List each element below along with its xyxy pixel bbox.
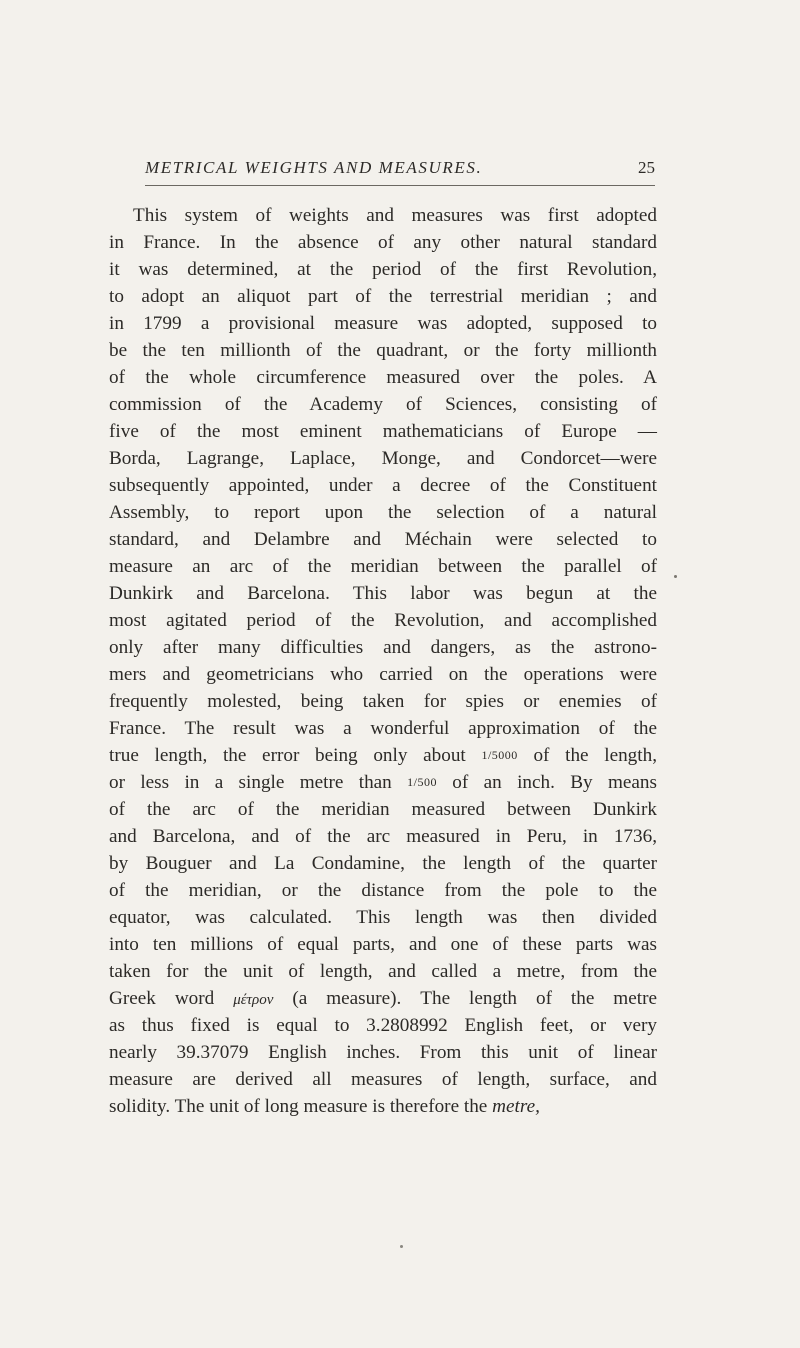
header-rule: [145, 185, 655, 186]
text-line: five of the most eminent mathematicians of Europe —: [109, 421, 657, 442]
greek-word: μέτρον: [233, 992, 274, 1008]
emphasized-word: metre,: [492, 1096, 540, 1117]
text-segment: or less in a single metre than: [109, 772, 408, 793]
text-line: in 1799 a provisional measure was adopted, supposed to: [109, 313, 657, 334]
text-line: in France. In the absence of any other natural standard: [109, 232, 657, 253]
text-line: it was determined, at the period of the first Revolution,: [109, 259, 657, 280]
text-line: only after many difficulties and dangers, as the astrono-: [109, 637, 657, 658]
text-line: of the meridian, or the distance from the pole to the: [109, 880, 657, 901]
text-line: and Barcelona, and of the arc measured in Peru, in 1736,: [109, 826, 657, 847]
text-segment: of an inch. By means: [436, 772, 657, 793]
text-line: Dunkirk and Barcelona. This labor was begun at the: [109, 583, 657, 604]
text-line: most agitated period of the Revolution, and accomplished: [109, 610, 657, 631]
fraction: 1/500: [407, 775, 437, 789]
text-line: [109, 985, 657, 1012]
text-line: as thus fixed is equal to 3.2808992 English feet, or very: [109, 1015, 657, 1036]
page-number: 25: [638, 158, 655, 177]
text-segment: solidity. The unit of long measure is therefore the: [109, 1096, 493, 1117]
text-line: This system of weights and measures was first adopted: [133, 205, 657, 226]
text-line: subsequently appointed, under a decree of the Constituent: [109, 475, 657, 496]
text-line: measure are derived all measures of length, surface, and: [109, 1069, 657, 1090]
text-line: commission of the Academy of Sciences, consisting of: [109, 394, 657, 415]
text-line: to adopt an aliquot part of the terrestrial meridian ; and: [109, 286, 657, 307]
text-segment: Greek word: [109, 988, 234, 1009]
text-line: [109, 742, 657, 769]
text-line: by Bouguer and La Condamine, the length of the quarter: [109, 853, 657, 874]
text-line: France. The result was a wonderful approximation of the: [109, 718, 657, 739]
text-line: standard, and Delambre and Méchain were selected to: [109, 529, 657, 550]
text-line: [109, 1093, 657, 1120]
text-line: of the arc of the meridian measured between Dunkirk: [109, 799, 657, 820]
text-line: Borda, Lagrange, Laplace, Monge, and Condorcet—were: [109, 448, 657, 469]
text-line: be the ten millionth of the quadrant, or the forty millionth: [109, 340, 657, 361]
print-speck: [400, 1245, 403, 1248]
text-line: frequently molested, being taken for spies or enemies of: [109, 691, 657, 712]
body-paragraph: [109, 202, 657, 1120]
fraction: 1/5000: [481, 748, 518, 762]
text-line: taken for the unit of length, and called a metre, from the: [109, 961, 657, 982]
text-line: into ten millions of equal parts, and one of these parts was: [109, 934, 657, 955]
print-speck: [674, 575, 677, 578]
text-segment: (a measure). The length of the metre: [273, 988, 657, 1009]
text-segment: of the length,: [517, 745, 657, 766]
text-line: nearly 39.37079 English inches. From this unit of linear: [109, 1042, 657, 1063]
text-line: [109, 769, 657, 796]
running-title: METRICAL WEIGHTS AND MEASURES.: [145, 158, 483, 177]
running-head: [145, 158, 655, 178]
text-segment: true length, the error being only about: [109, 745, 482, 766]
text-line: equator, was calculated. This length was then divided: [109, 907, 657, 928]
text-line: measure an arc of the meridian between the parallel of: [109, 556, 657, 577]
text-line: of the whole circumference measured over the poles. A: [109, 367, 657, 388]
text-line: Assembly, to report upon the selection of a natural: [109, 502, 657, 523]
text-line: mers and geometricians who carried on the operations were: [109, 664, 657, 685]
